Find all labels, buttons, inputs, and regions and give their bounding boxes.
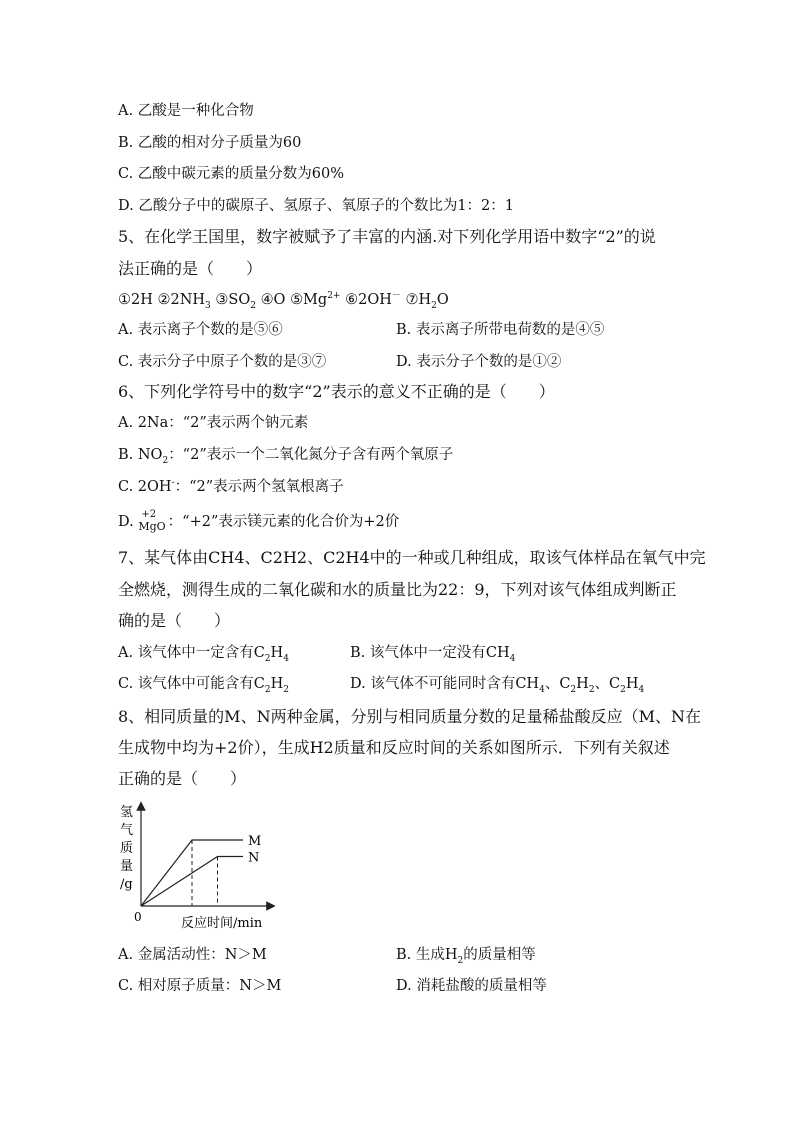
hydrogen-mass-chart	[115, 800, 275, 935]
q8-option-a: A. 金属活动性：N＞M	[118, 947, 267, 963]
q7-stem-line3: 确的是（ ）	[118, 611, 231, 630]
q5-item-2: $②2NH_3$	[157, 292, 211, 311]
q8-option-d: D. 消耗盐酸的质量相等	[396, 978, 547, 994]
q5-item-6: ⑥2OH－	[345, 291, 401, 308]
q5-stem-line1: 5、在化学王国里，数字被赋予了丰富的内涵.对下列化学用语中数字“2”的说	[118, 227, 656, 246]
origin-label: 0	[134, 910, 142, 924]
q6-option-b: B. $NO_2$：“2”表示一个二氧化氮分子含有两个氧原子	[118, 447, 454, 466]
q7-option-b: B. 该气体中一定没有$CH_4$	[350, 645, 516, 664]
series-label-n: N	[248, 850, 260, 866]
series-label-m: M	[248, 834, 262, 849]
q8-stem-line3: 正确的是（ ）	[118, 769, 247, 788]
q4-option-c: C. 乙酸中碳元素的质量分数为60%	[118, 166, 345, 182]
q7-option-a: A. 该气体中一定含有$C_2H_4$	[118, 645, 289, 664]
y-axis-label-char: 气	[120, 823, 134, 838]
q5-stem-line2: 法正确的是（ ）	[118, 259, 263, 278]
q8-stem-line1: 8、相同质量的M、N两种金属，分别与相同质量分数的足量稀盐酸反应（M、N在	[118, 707, 701, 726]
q5-items	[118, 290, 449, 310]
q6-option-c: C. 2OH-：“2”表示两个氢氧根离子	[118, 478, 344, 495]
q5-item-1: ①2H	[118, 292, 153, 308]
q5-option-b: B. 表示离子所带电荷数的是④⑤	[396, 322, 605, 338]
q4-option-b: B. 乙酸的相对分子质量为60	[118, 135, 302, 151]
q4-option-a: A. 乙酸是一种化合物	[118, 103, 254, 119]
x-axis-label: 反应时间/min	[181, 916, 263, 931]
q7-option-d: D. 该气体不可能同时含有$CH_4$、$C_2H_2$、$C_2H_4$	[350, 676, 645, 695]
q6-stem: 6、下列化学符号中的数字“2”表示的意义不正确的是（ ）	[118, 382, 555, 401]
q7-stem-line2: 全燃烧，测得生成的二氧化碳和水的质量比为22：9，下列对该气体组成判断正	[118, 580, 677, 599]
q5-option-d: D. 表示分子个数的是①②	[396, 354, 562, 370]
y-axis-label-char: 氢	[120, 805, 134, 820]
q5-item-4: ④O	[260, 292, 286, 308]
q5-item-5: $⑤Mg^{2+}$	[290, 291, 341, 308]
y-axis-label-char: 量	[120, 859, 134, 874]
q5-option-a: A. 表示离子个数的是⑤⑥	[118, 322, 283, 338]
q7-option-c: C. 该气体中可能含有$C_2H_2$	[118, 676, 290, 695]
q6-option-d: D. +2 MgO ：“+2”表示镁元素的化合价为+2价	[118, 512, 399, 533]
q7-stem-line1: 7、某气体由CH4、C2H2、C2H4中的一种或几种组成，取该气体样品在氧气中完	[118, 548, 706, 567]
y-axis-label-char: 质	[120, 841, 134, 856]
y-axis-label	[120, 805, 133, 892]
q5-item-7: $⑦H_2O$	[405, 292, 449, 311]
q5-options-row1	[118, 320, 283, 340]
q5-item-3: $③SO_2$	[215, 292, 256, 311]
y-axis-label-char: /g	[120, 877, 133, 892]
q8-stem-line2: 生成物中均为+2价），生成H2质量和反应时间的关系如图所示．下列有关叙述	[118, 738, 670, 757]
chart-series	[141, 834, 261, 906]
q5-option-c: C. 表示分子中原子个数的是③⑦	[118, 354, 327, 370]
q6-option-a: A. 2Na：“2”表示两个钠元素	[118, 415, 309, 431]
valence-mgo: +2 MgO	[138, 509, 166, 533]
q4-option-d: D. 乙酸分子中的碳原子、氢原子、氧原子的个数比为1：2：1	[118, 198, 515, 214]
q8-option-b: B. 生成$H_2$的质量相等	[396, 947, 536, 966]
q8-option-c: C. 相对原子质量：N＞M	[118, 978, 282, 994]
